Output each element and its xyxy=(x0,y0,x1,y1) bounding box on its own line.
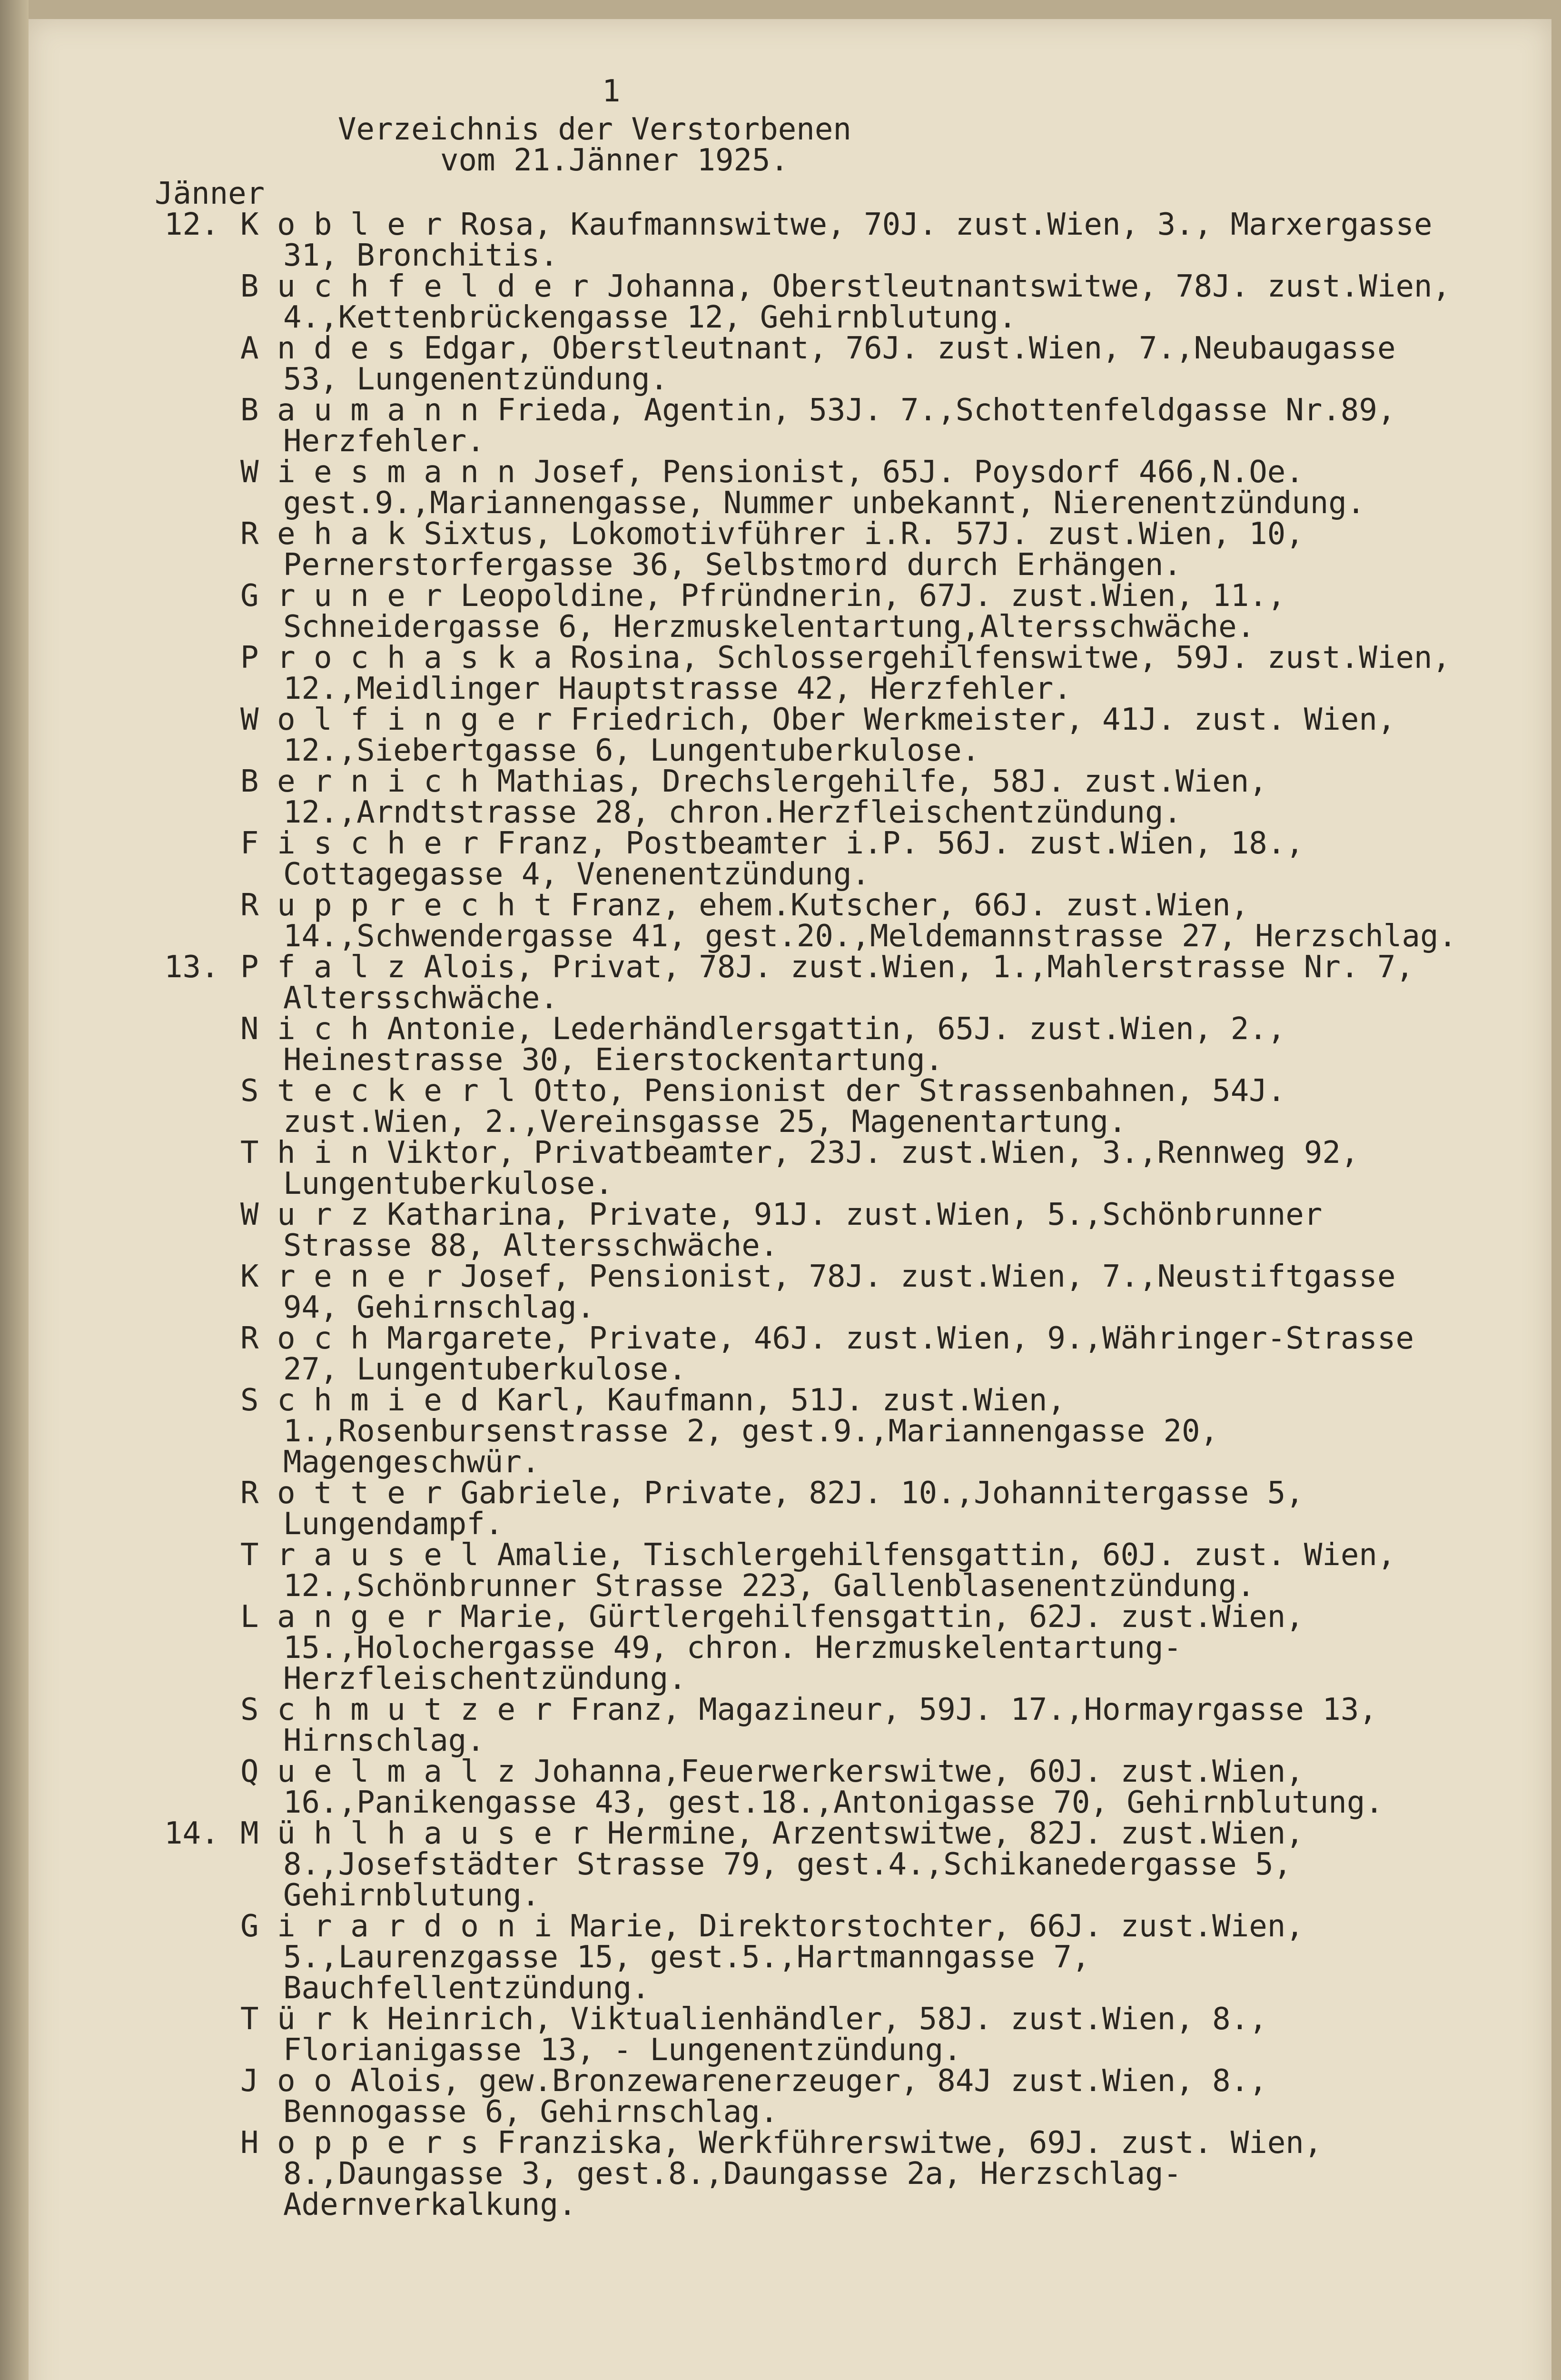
entry-text: Marie, Gürtlergehilfensgattin, 62J. zust.Wien, 15.,Holochergasse 49, chron. Herzmuskelentartung-Herzfleischentzündung. xyxy=(283,1599,1304,1696)
surname: P r o c h a s k a xyxy=(240,640,553,675)
list-item xyxy=(0,952,1561,1014)
surname: K o b l e r xyxy=(240,207,442,242)
list-item xyxy=(0,2063,1561,2130)
surname: B u c h f e l d e r xyxy=(240,269,589,304)
surname: G r u n e r xyxy=(240,578,442,614)
list-item xyxy=(0,1537,1561,1604)
surname: N i c h xyxy=(240,1012,369,1047)
entry-list xyxy=(0,209,1561,2221)
entry-text: Franz, Magazineur, 59J. 17.,Hormayrgasse 13, Hirnschlag. xyxy=(283,1692,1377,1758)
entry-text: Amalie, Tischlergehilfensgattin, 60J. zust. Wien, 12.,Schönbrunner Strasse 223, Gallenblasenentzündung. xyxy=(283,1537,1396,1604)
surname: G i r a r d o n i xyxy=(240,1909,553,1944)
entry-text: Franziska, Werkführerswitwe, 69J. zust. Wien, 8.,Daungasse 3, gest.8.,Daungasse 2a, Herzschlag-Adernverkalkung. xyxy=(283,2125,1323,2222)
list-item xyxy=(0,457,1561,519)
day-label: 12. xyxy=(164,207,219,242)
day-label: 14. xyxy=(164,1816,219,1851)
day-label: 13. xyxy=(164,950,219,985)
entry-text: Mathias, Drechslergehilfe, 58J. zust.Wien, 12.,Arndtstrasse 28, chron.Herzfleischentzündung. xyxy=(283,764,1267,830)
list-item xyxy=(0,890,1561,952)
entry-text: Katharina, Private, 91J. zust.Wien, 5.,Schönbrunner Strasse 88, Altersschwäche. xyxy=(283,1197,1323,1263)
surname: P f a l z xyxy=(240,950,405,985)
surname: S t e c k e r l xyxy=(240,1073,515,1109)
list-item xyxy=(0,1911,1561,2004)
list-item xyxy=(0,395,1561,457)
list-item xyxy=(0,828,1561,890)
page-subtitle: vom 21.Jänner 1925. xyxy=(440,143,789,178)
surname: T h i n xyxy=(240,1135,369,1170)
entry-text: Alois, gew.Bronzewarenerzeuger, 84J zust.Wien, 8., Bennogasse 6, Gehirnschlag. xyxy=(283,2063,1267,2130)
list-item xyxy=(0,2125,1561,2222)
entry-text: Sixtus, Lokomotivführer i.R. 57J. zust.Wien, 10, Pernerstorfergasse 36, Selbstmord durch Erhängen. xyxy=(283,516,1304,583)
entry-text: Johanna, Oberstleutnantswitwe, 78J. zust.Wien, 4.,Kettenbrückengasse 12, Gehirnblutung. xyxy=(283,269,1451,335)
surname: F i s c h e r xyxy=(240,826,479,861)
surname: B a u m a n n xyxy=(240,393,479,428)
entry-text: Friedrich, Ober Werkmeister, 41J. zust. Wien, 12.,Siebertgasse 6, Lungentuberkulose. xyxy=(283,702,1396,768)
list-item xyxy=(0,516,1561,583)
surname: L a n g e r xyxy=(240,1599,442,1635)
surname: R u p p r e c h t xyxy=(240,888,553,923)
list-item xyxy=(0,333,1561,395)
surname: K r e n e r xyxy=(240,1259,442,1294)
list-item xyxy=(0,1073,1561,1140)
entry-text: Johanna,Feuerwerkerswitwe, 60J. zust.Wien, 16.,Panikengasse 43, gest.18.,Antonigasse 70, Gehirnblutung. xyxy=(283,1754,1383,1820)
surname: T r a u s e l xyxy=(240,1537,479,1573)
surname: S c h m u t z e r xyxy=(240,1692,553,1727)
entry-text: Margarete, Private, 46J. zust.Wien, 9.,Währinger-Strasse 27, Lungentuberkulose. xyxy=(283,1321,1414,1387)
list-item xyxy=(0,766,1561,828)
list-item xyxy=(0,640,1561,706)
page-title: Verzeichnis der Verstorbenen xyxy=(338,112,851,147)
list-item xyxy=(0,1599,1561,1696)
entry-text: Gabriele, Private, 82J. 10.,Johannitergasse 5, Lungendampf. xyxy=(283,1476,1304,1542)
list-item xyxy=(0,1692,1561,1758)
entry-text: Marie, Direktorstochter, 66J. zust.Wien, 5.,Laurenzgasse 15, gest.5.,Hartmanngasse 7, Bauchfellentzündung. xyxy=(283,1909,1304,2006)
entry-text: Josef, Pensionist, 65J. Poysdorf 466,N.Oe. gest.9.,Mariannengasse, Nummer unbekannt, Nierenentzündung. xyxy=(283,455,1365,521)
list-item xyxy=(0,704,1561,766)
list-item xyxy=(0,1014,1561,1076)
list-item xyxy=(0,1261,1561,1323)
entry-text: Heinrich, Viktualienhändler, 58J. zust.Wien, 8., Florianigasse 13, - Lungenentzündung. xyxy=(283,2002,1267,2068)
list-item xyxy=(0,271,1561,333)
surname: T ü r k xyxy=(240,2002,369,2037)
page-number: 1 xyxy=(602,74,621,109)
entry-text: Edgar, Oberstleutnant, 76J. zust.Wien, 7.,Neubaugasse 53, Lungenentzündung. xyxy=(283,331,1396,397)
entry-text: Frieda, Agentin, 53J. 7.,Schottenfeldgasse Nr.89, Herzfehler. xyxy=(283,393,1396,459)
entry-text: Leopoldine, Pfründnerin, 67J. zust.Wien, 11., Schneidergasse 6, Herzmuskelentartung,Altersschwäche. xyxy=(283,578,1286,645)
list-item xyxy=(0,578,1561,645)
list-item xyxy=(0,2004,1561,2066)
entry-text: Josef, Pensionist, 78J. zust.Wien, 7.,Neustiftgasse 94, Gehirnschlag. xyxy=(283,1259,1396,1325)
entry-text: Otto, Pensionist der Strassenbahnen, 54J. zust.Wien, 2.,Vereinsgasse 25, Magenentartung. xyxy=(283,1073,1286,1140)
month-heading: Jänner xyxy=(155,176,265,211)
surname: A n d e s xyxy=(240,331,405,366)
list-item xyxy=(0,1323,1561,1385)
surname: M ü h l h a u s e r xyxy=(240,1816,589,1851)
list-item xyxy=(0,1756,1561,1818)
list-item xyxy=(0,209,1561,271)
list-item xyxy=(0,1197,1561,1263)
surname: R o c h xyxy=(240,1321,369,1356)
surname: W i e s m a n n xyxy=(240,455,515,490)
entry-text: Franz, Postbeamter i.P. 56J. zust.Wien, 18., Cottagegasse 4, Venenentzündung. xyxy=(283,826,1304,892)
entry-text: Hermine, Arzentswitwe, 82J. zust.Wien, 8.,Josefstädter Strasse 79, gest.4.,Schikanedergasse 5, Gehirnblutung. xyxy=(283,1816,1304,1913)
entry-text: Alois, Privat, 78J. zust.Wien, 1.,Mahlerstrasse Nr. 7, Altersschwäche. xyxy=(283,950,1414,1016)
entry-text: Antonie, Lederhändlersgattin, 65J. zust.Wien, 2., Heinestrasse 30, Eierstockentartung. xyxy=(283,1012,1286,1078)
entry-text: Viktor, Privatbeamter, 23J. zust.Wien, 3.,Rennweg 92, Lungentuberkulose. xyxy=(283,1135,1359,1201)
entry-text: Rosina, Schlossergehilfenswitwe, 59J. zust.Wien, 12.,Meidlinger Hauptstrasse 42, Herzfehler. xyxy=(283,640,1451,706)
surname: R o t t e r xyxy=(240,1476,442,1511)
list-item xyxy=(0,1818,1561,1911)
surname: S c h m i e d xyxy=(240,1383,479,1418)
surname: Q u e l m a l z xyxy=(240,1754,515,1789)
entry-text: Rosa, Kaufmannswitwe, 70J. zust.Wien, 3., Marxergasse 31, Bronchitis. xyxy=(283,207,1433,273)
entry-text: Karl, Kaufmann, 51J. zust.Wien, 1.,Rosenbursenstrasse 2, gest.9.,Mariannengasse 20, Magengeschwür. xyxy=(283,1383,1219,1480)
surname: R e h a k xyxy=(240,516,405,552)
list-item xyxy=(0,1135,1561,1201)
surname: B e r n i c h xyxy=(240,764,479,799)
list-item xyxy=(0,1478,1561,1540)
list-item xyxy=(0,1385,1561,1478)
entry-text: Franz, ehem.Kutscher, 66J. zust.Wien, 14.,Schwendergasse 41, gest.20.,Meldemannstrasse 27, Herzschlag. xyxy=(283,888,1457,954)
surname: J o o xyxy=(240,2063,332,2099)
surname: W u r z xyxy=(240,1197,369,1232)
surname: H o p p e r s xyxy=(240,2125,479,2161)
surname: W o l f i n g e r xyxy=(240,702,553,737)
